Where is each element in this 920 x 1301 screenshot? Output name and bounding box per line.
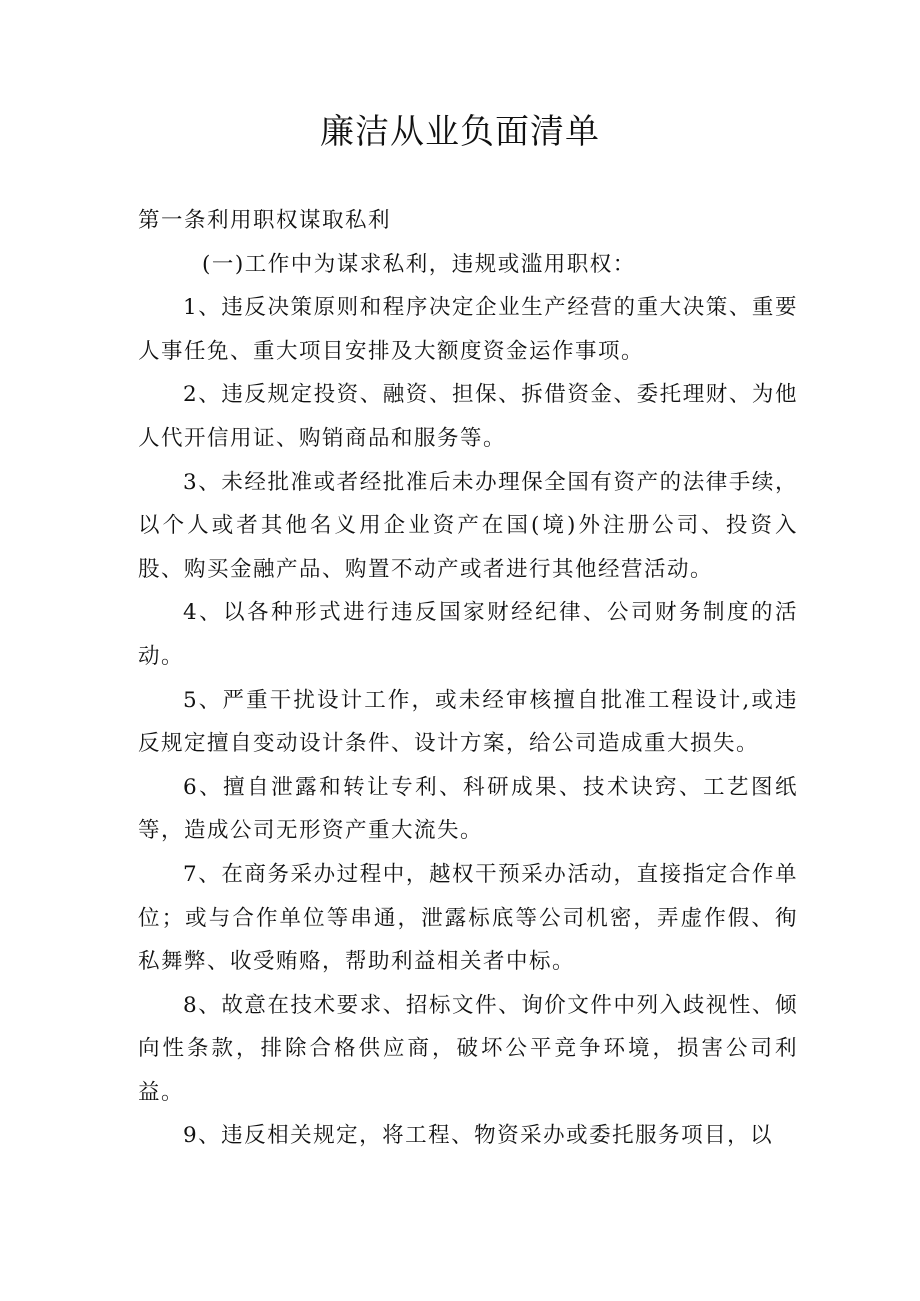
document-title: 廉洁从业负面清单 xyxy=(320,112,600,152)
list-item: 4、以各种形式进行违反国家财经纪律、公司财务制度的活动。 xyxy=(138,600,798,669)
list-item: 5、严重干扰设计工作，或未经审核擅自批准工程设计,或违反规定擅自变动设计条件、设计方案，给公司造成重大损失。 xyxy=(138,687,798,757)
list-item: 1、违反决策原则和程序决定企业生产经营的重大决策、重要人事任免、重大项目安排及大额度资金运作事项。 xyxy=(138,295,798,364)
list-item: 7、在商务采办过程中，越权干预采办活动，直接指定合作单位；或与合作单位等串通，泄露标底等公司机密，弄虚作假、徇私舞弊、收受贿赂，帮助利益相关者中标。 xyxy=(138,861,798,975)
list-item: 3、未经批准或者经批准后未办理保全国有资产的法律手续，以个人或者其他名义用企业资产在国(境)外注册公司、投资入股、购买金融产品、购置不动产或者进行其他经营活动。 xyxy=(138,469,798,582)
article-heading: 第一条利用职权谋取私利 xyxy=(138,208,392,233)
list-item: 8、故意在技术要求、招标文件、询价文件中列入歧视性、倾向性条款，排除合格供应商，破坏公平竞争环境，损害公司利益。 xyxy=(138,992,798,1105)
list-item: 2、违反规定投资、融资、担保、拆借资金、委托理财、为他人代开信用证、购销商品和服务等。 xyxy=(138,382,798,451)
section-heading: (一)工作中为谋求私利，违规或滥用职权： xyxy=(202,251,636,277)
list-item: 6、擅自泄露和转让专利、科研成果、技术诀窍、工艺图纸等，造成公司无形资产重大流失。 xyxy=(138,774,798,844)
document-body xyxy=(138,199,798,1158)
list-item: 9、违反相关规定，将工程、物资采办或委托服务项目，以 xyxy=(183,1123,774,1149)
